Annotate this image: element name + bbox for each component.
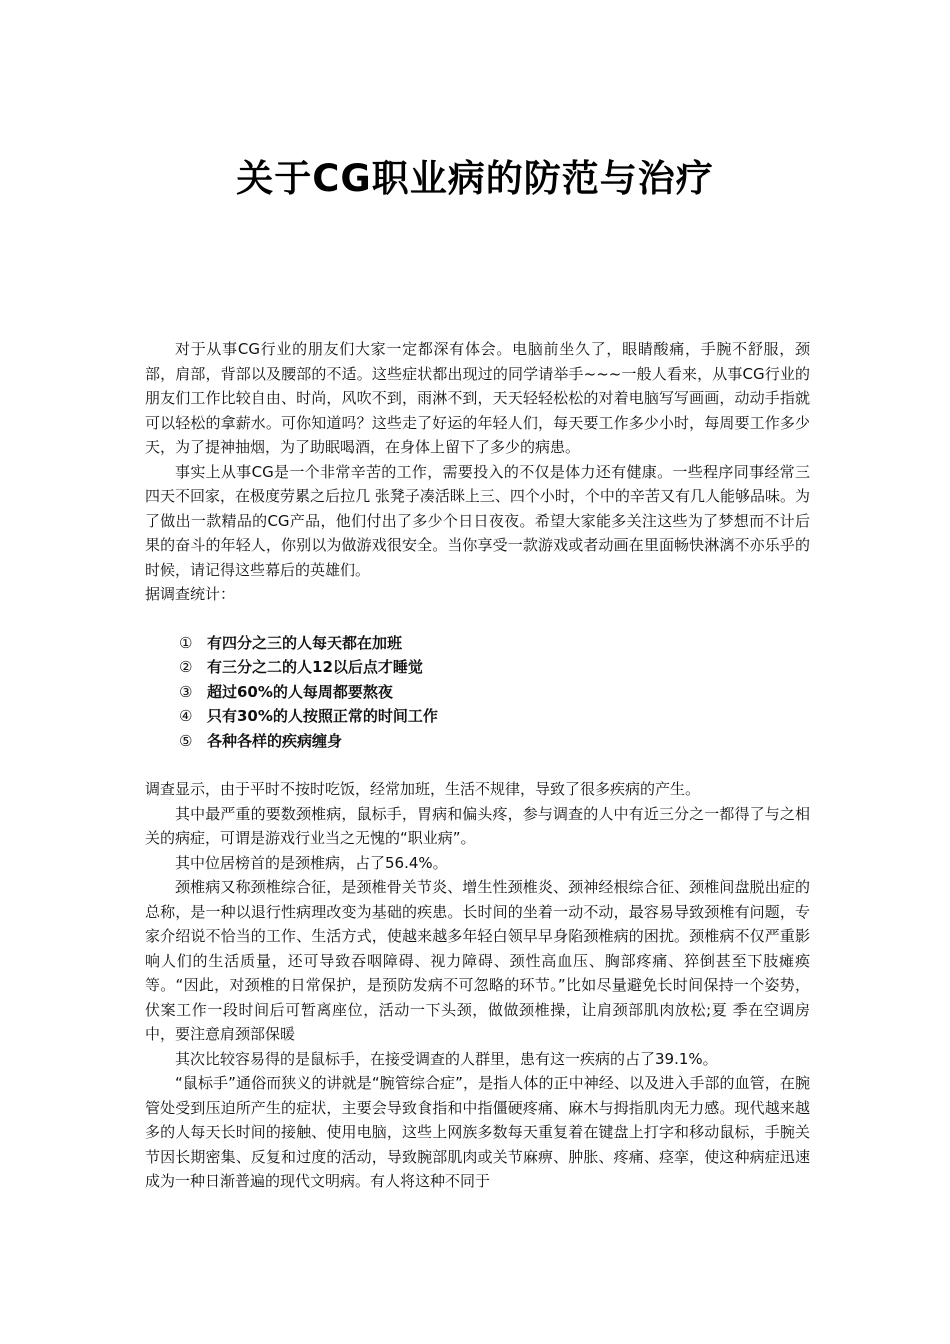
paragraph-main-4: 其次比较容易得的是鼠标手，在接受调查的人群里，患有这一疾病的占了39.1%。 [175, 1049, 718, 1068]
paragraph-main-1: 其中最严重的要数颈椎病，鼠标手，胃病和偏头疼，参与调查的人中有近三分之一都得了与之相关的病症，可谓是游戏行业当之无愧的“职业病”。 [145, 804, 810, 847]
survey-result: 调查显示，由于平时不按时吃饭，经常加班，生活不规律，导致了很多疾病的产生。 [145, 780, 701, 798]
list-number: ① [179, 633, 193, 652]
list-number: ④ [179, 707, 193, 725]
paragraph-main-3: 颈椎病又称颈椎综合征，是颈椎骨关节炎、增生性颈椎炎、颈神经根综合征、颈椎间盘脱出症的总称，是一种以退行性病理改变为基础的疾患。长时间的坐着一动不动，最容易导致颈椎有问题，专家介绍说不恰当的工作、生活方式，使越来越多年轻白领早早身陷颈椎病的困扰。颈椎病不仅严重影响人们的生活质量，还可导致吞咽障碍、视力障碍、颈性高血压、胸部疼痛、猝倒甚至下肢瘫痪等。“因此，对颈椎的日常保护，是预防发病不可忽略的环节。”比如尽量避免长时间保持一个姿势，伏案工作一段时间后可暂离座位，活动一下头颈，做做颈椎操，让肩颈部肌肉放松;夏 季在空调房中，要注意肩颈部保暖 [145, 878, 810, 1043]
survey-list [145, 631, 810, 754]
document-body [145, 337, 810, 1194]
paragraph-intro-1: 对于从事CG行业的朋友们大家一定都深有体会。电脑前坐久了，眼睛酸痛，手腕不舒服，颈部，肩部，背部以及腰部的不适。这些症状都出现过的同学请举手~~~一般人看来，从事CG行业的朋友们工作比较自由、时尚，风吹不到，雨淋不到，天天轻轻松松的对着电脑写写画画，动动手指就可以轻松的拿薪水。可你知道吗？这些走了好运的年轻人们，每天要工作多少小时，每周要工作多少天，为了提神抽烟，为了助眠喝酒，在身体上留下了多少的病患。 [145, 340, 810, 456]
list-item [145, 704, 810, 729]
list-item-text: 只有30%的人按照正常的时间工作 [207, 707, 438, 725]
list-item [145, 631, 810, 656]
list-item [145, 729, 810, 754]
list-item-text: 超过60%的人每周都要熬夜 [207, 682, 393, 701]
list-number: ⑤ [179, 731, 193, 750]
spacer [145, 607, 810, 631]
list-item [145, 680, 810, 705]
list-number: ③ [179, 682, 193, 701]
spacer [145, 753, 810, 777]
list-number: ② [179, 658, 193, 676]
document-title: 关于CG职业病的防范与治疗 [236, 157, 714, 200]
list-item-text: 各种各样的疾病缠身 [207, 731, 343, 750]
list-item-text: 有四分之三的人每天都在加班 [207, 633, 403, 652]
paragraph-main-5: “鼠标手”通俗而狭义的讲就是“腕管综合症”，是指人体的正中神经、以及进入手部的血管，在腕管处受到压迫所产生的症状，主要会导致食指和中指僵硬疼痛、麻木与拇指肌肉无力感。现代越来越多的人每天长时间的接触、使用电脑，这些上网族多数每天重复着在键盘上打字和移动鼠标，手腕关节因长期密集、反复和过度的活动，导致腕部肌肉或关节麻痹、肿胀、疼痛、痉挛，使这种病症迅速成为一种日渐普遍的现代文明病。有人将这种不同于 [145, 1074, 810, 1190]
paragraph-main-2: 其中位居榜首的是颈椎病，占了56.4%。 [175, 853, 448, 872]
paragraph-intro-2: 事实上从事CG是一个非常辛苦的工作，需要投入的不仅是体力还有健康。一些程序同事经常三四天不回家，在极度劳累之后拉几 张凳子凑活眯上三、四个小时，个中的辛苦又有几人能够品味。为了做出一款精品的CG产品，他们付出了多少个日日夜夜。希望大家能多关注这些为了梦想而不计后果的奋斗的年轻人，你别以为做游戏很安全。当你享受一款游戏或者动画在里面畅快淋漓不亦乐乎的时候，请记得这些幕后的英雄们。 [145, 462, 810, 579]
list-item [145, 655, 810, 680]
list-item-text: 有三分之二的人12以后点才睡觉 [207, 658, 423, 676]
survey-label: 据调查统计： [145, 585, 236, 603]
